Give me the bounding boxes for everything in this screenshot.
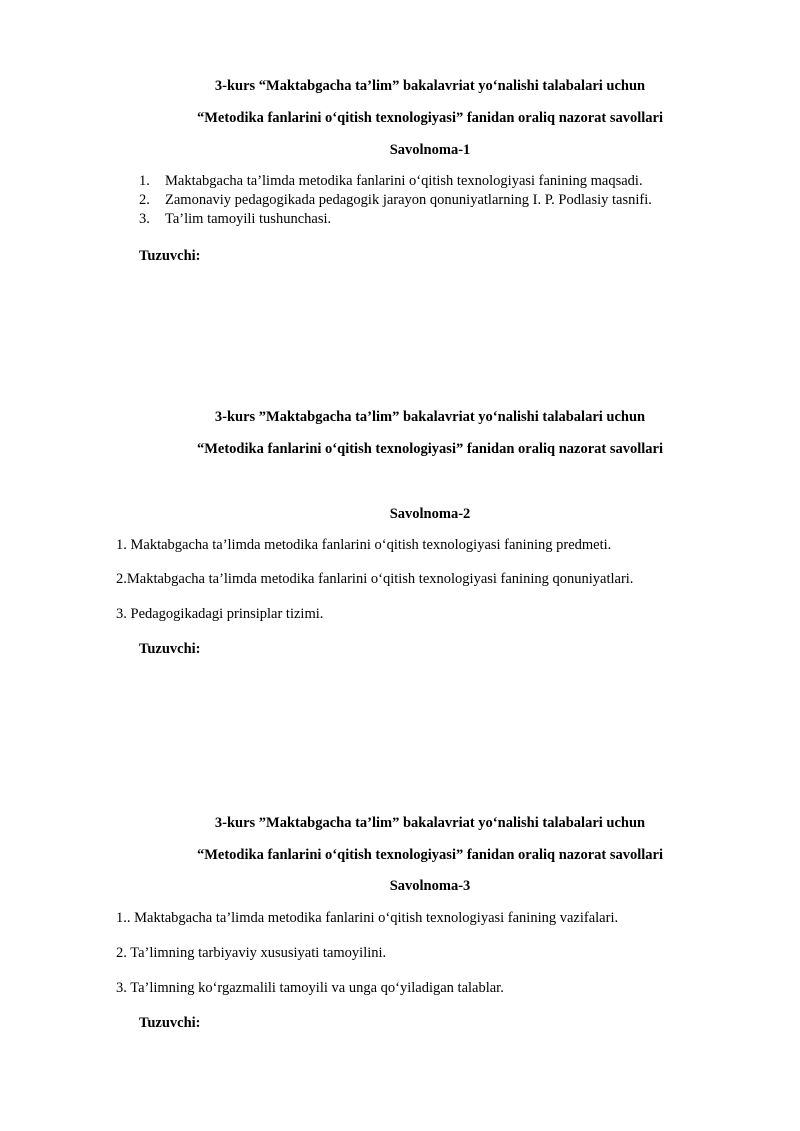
section-3-course-title: 3-kurs ”Maktabgacha ta’lim” bakalavriat yo‘nalishi talabalari uchun bbox=[214, 815, 646, 831]
section-2-course-title: 3-kurs ”Maktabgacha ta’lim” bakalavriat yo‘nalishi talabalari uchun bbox=[214, 409, 646, 425]
section-2-heading: Savolnoma-2 bbox=[389, 506, 471, 522]
section-3-signature-label: Tuzuvchi: bbox=[139, 1015, 201, 1031]
section-3-subject-title: “Metodika fanlarini o‘qitish texnologiyasi” fanidan oraliq nazorat savollari bbox=[196, 847, 664, 863]
list-item-text: Maktabgacha ta’limda metodika fanlarini o‘qitish texnologiyasi fanining maqsadi. bbox=[165, 173, 643, 189]
section-2-signature-label: Tuzuvchi: bbox=[139, 641, 201, 657]
list-item: 2.Maktabgacha ta’limda metodika fanlarini o‘qitish texnologiyasi fanining qonuniyatlari. bbox=[116, 571, 634, 587]
section-1-signature-label: Tuzuvchi: bbox=[139, 248, 201, 264]
section-1-subject-title: “Metodika fanlarini o‘qitish texnologiyasi” fanidan oraliq nazorat savollari bbox=[196, 110, 664, 126]
list-item-text: Zamonaviy pedagogikada pedagogik jarayon qonuniyatlarning I. P. Podlasiy tasnifi. bbox=[165, 192, 652, 208]
list-item: 3. Ta’limning ko‘rgazmalili tamoyili va unga qo‘yiladigan talablar. bbox=[116, 980, 504, 996]
list-item-number: 2. bbox=[139, 192, 150, 208]
section-2-subject-title: “Metodika fanlarini o‘qitish texnologiyasi” fanidan oraliq nazorat savollari bbox=[196, 441, 664, 457]
section-1-course-title: 3-kurs “Maktabgacha ta’lim” bakalavriat yo‘nalishi talabalari uchun bbox=[214, 78, 646, 94]
list-item-number: 3. bbox=[139, 211, 150, 227]
list-item: 3. Pedagogikadagi prinsiplar tizimi. bbox=[116, 606, 324, 622]
section-3-heading: Savolnoma-3 bbox=[389, 878, 471, 894]
list-item-text: Ta’lim tamoyili tushunchasi. bbox=[165, 211, 332, 227]
list-item: 2. Ta’limning tarbiyaviy xususiyati tamoyilini. bbox=[116, 945, 387, 961]
list-item-number: 1. bbox=[139, 173, 150, 189]
section-1-heading: Savolnoma-1 bbox=[389, 142, 471, 158]
list-item: 1.. Maktabgacha ta’limda metodika fanlarini o‘qitish texnologiyasi fanining vazifalari. bbox=[116, 910, 619, 926]
list-item: 1. Maktabgacha ta’limda metodika fanlarini o‘qitish texnologiyasi fanining predmeti. bbox=[116, 537, 612, 553]
